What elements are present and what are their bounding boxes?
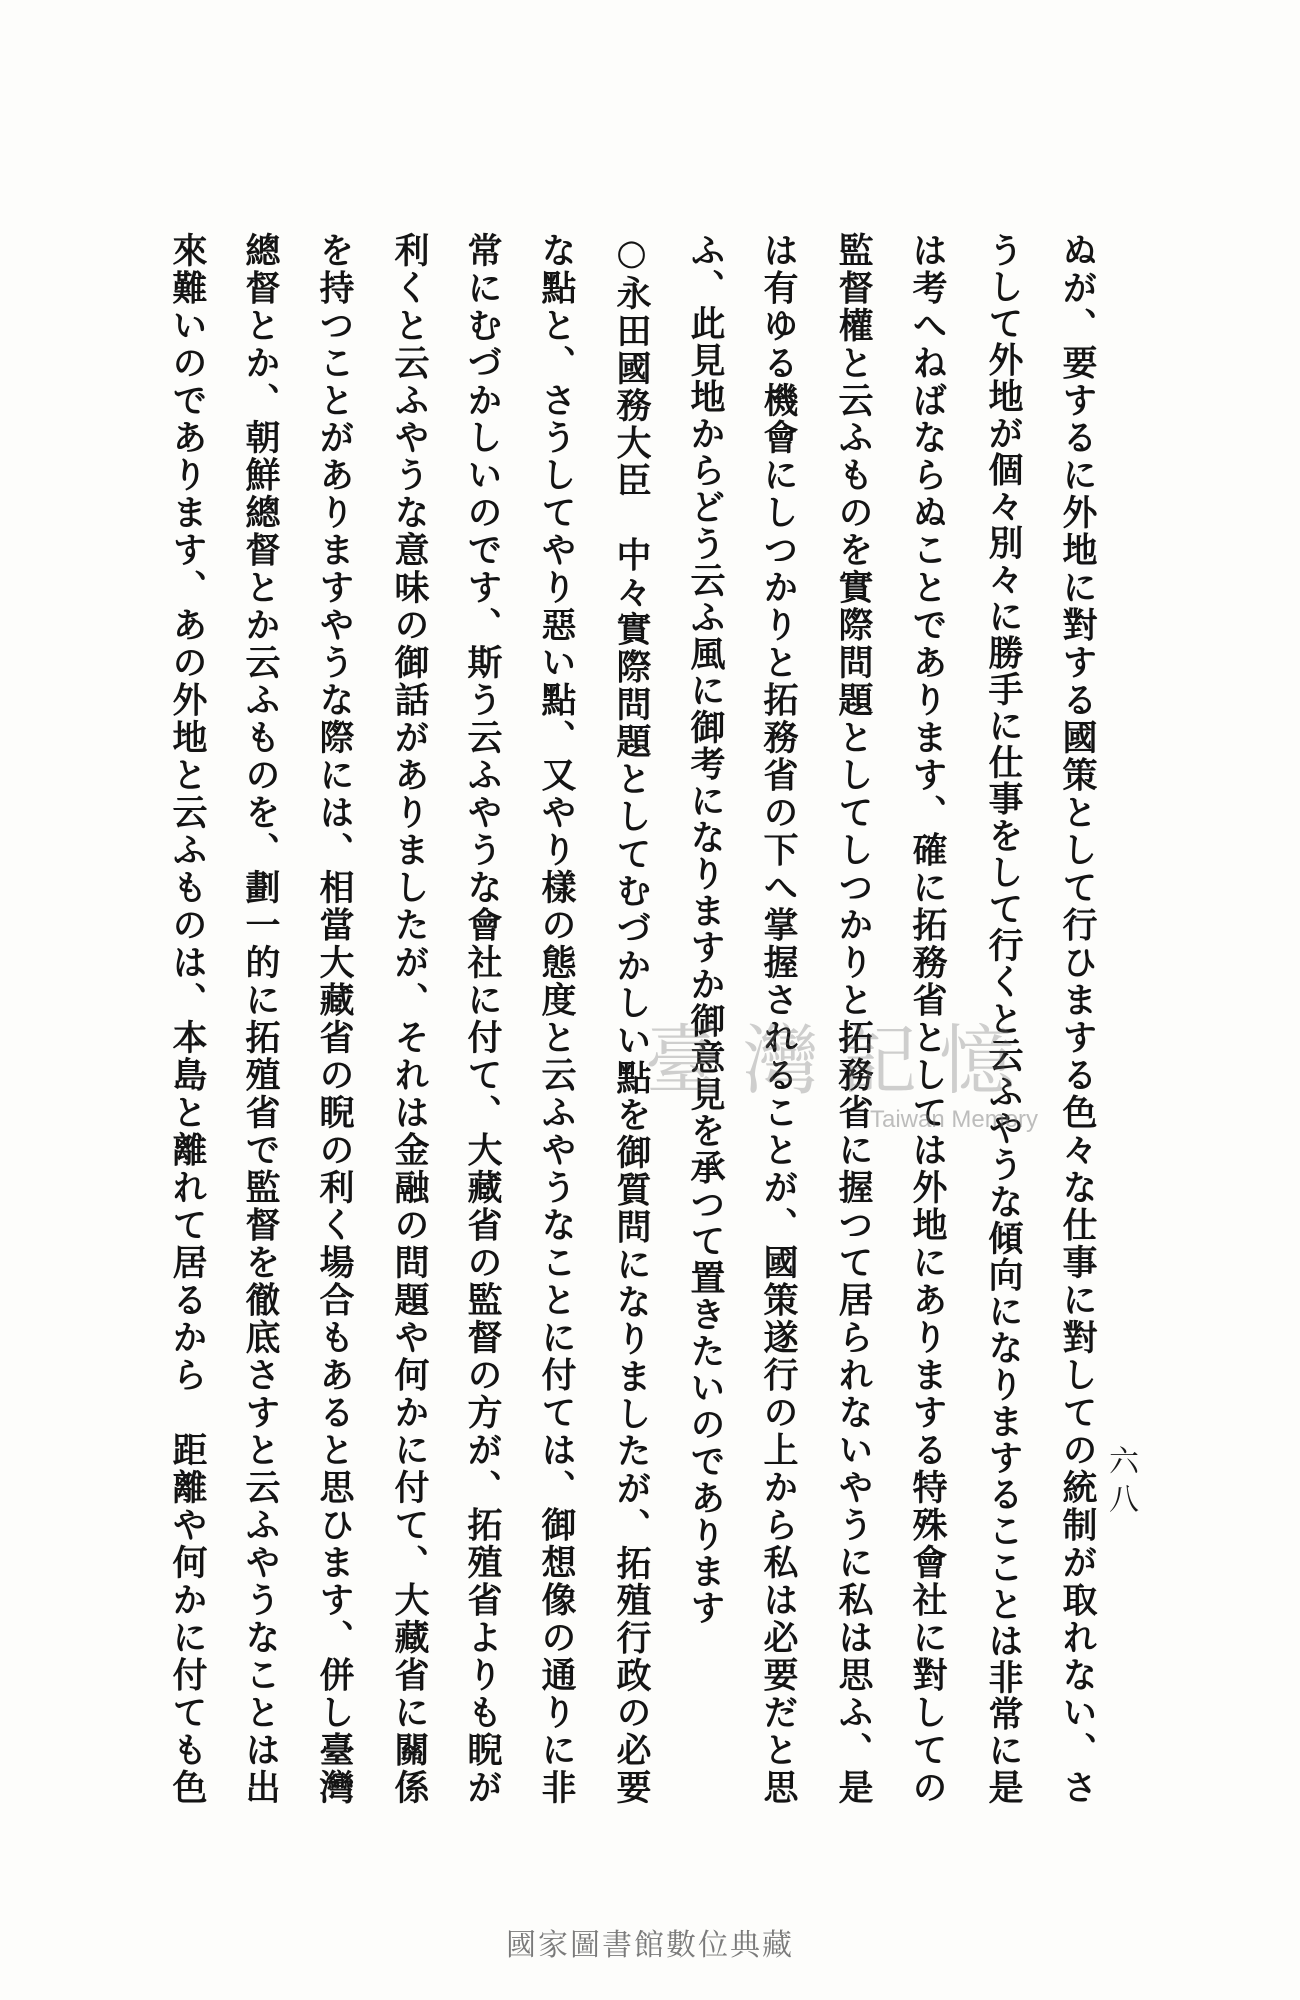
text-column-10: 利くと云ふやうな意味の御話がありましたが、それは金融の問題や何かに付て、大藏省に關係 (389, 232, 430, 1804)
text-column-2: うして外地が個々別々に勝手に仕事をして行くと云ふやうな傾向になりまするこことは非常に是 (983, 232, 1024, 1804)
text-column-11: を持つことがありますやうな際には、相當大藏省の睨の利く場合もあると思ひます、併し臺灣 (314, 232, 355, 1804)
page-number: 六八 (1103, 1445, 1138, 1521)
text-column-13: 來難いのであります、あの外地と云ふものは、本島と離れて居るから 距離や何かに付ても色 (167, 232, 208, 1804)
text-column-3: は考へねばならぬことであります、確に拓務省としては外地にありまする特殊會社に對しての (907, 232, 948, 1804)
archive-footer: 國家圖書館數位典藏 (506, 1928, 794, 1963)
text-column-7: ○永田國務大臣 中々實際問題としてむづかしい點を御質問になりましたが、拓殖行政の必要 (611, 232, 652, 1804)
text-column-1: ぬが、要するに外地に對する國策として行ひまする色々な仕事に對しての統制が取れない、さ (1057, 232, 1098, 1804)
watermark-subtitle: Taiwan Memory (870, 1106, 1039, 1133)
text-column-6: ふ、此見地からどう云ふ風に御考になりますか御意見を承つて置きたいのであります (685, 232, 726, 1627)
text-column-5: は有ゆる機會にしつかりと拓務省の下へ掌握されることが、國策遂行の上から私は必要だと思 (758, 232, 799, 1804)
text-column-4: 監督權と云ふものを實際問題としてしつかりと拓務省に握つて居られないやうに私は思ふ、是 (833, 232, 874, 1804)
text-column-12: 總督とか、朝鮮總督とか云ふものを、劃一的に拓殖省で監督を徹底さすと云ふやうなことは出 (240, 232, 281, 1804)
text-column-8: な點と、さうしてやり惡い點、又やり樣の態度と云ふやうなことに付ては、御想像の通りに非 (536, 232, 577, 1804)
watermark-title: 臺灣記憶 (645, 1016, 1037, 1105)
text-column-9: 常にむづかしいのです、斯う云ふやうな會社に付て、大藏省の監督の方が、拓殖省よりも睨が (462, 232, 503, 1804)
